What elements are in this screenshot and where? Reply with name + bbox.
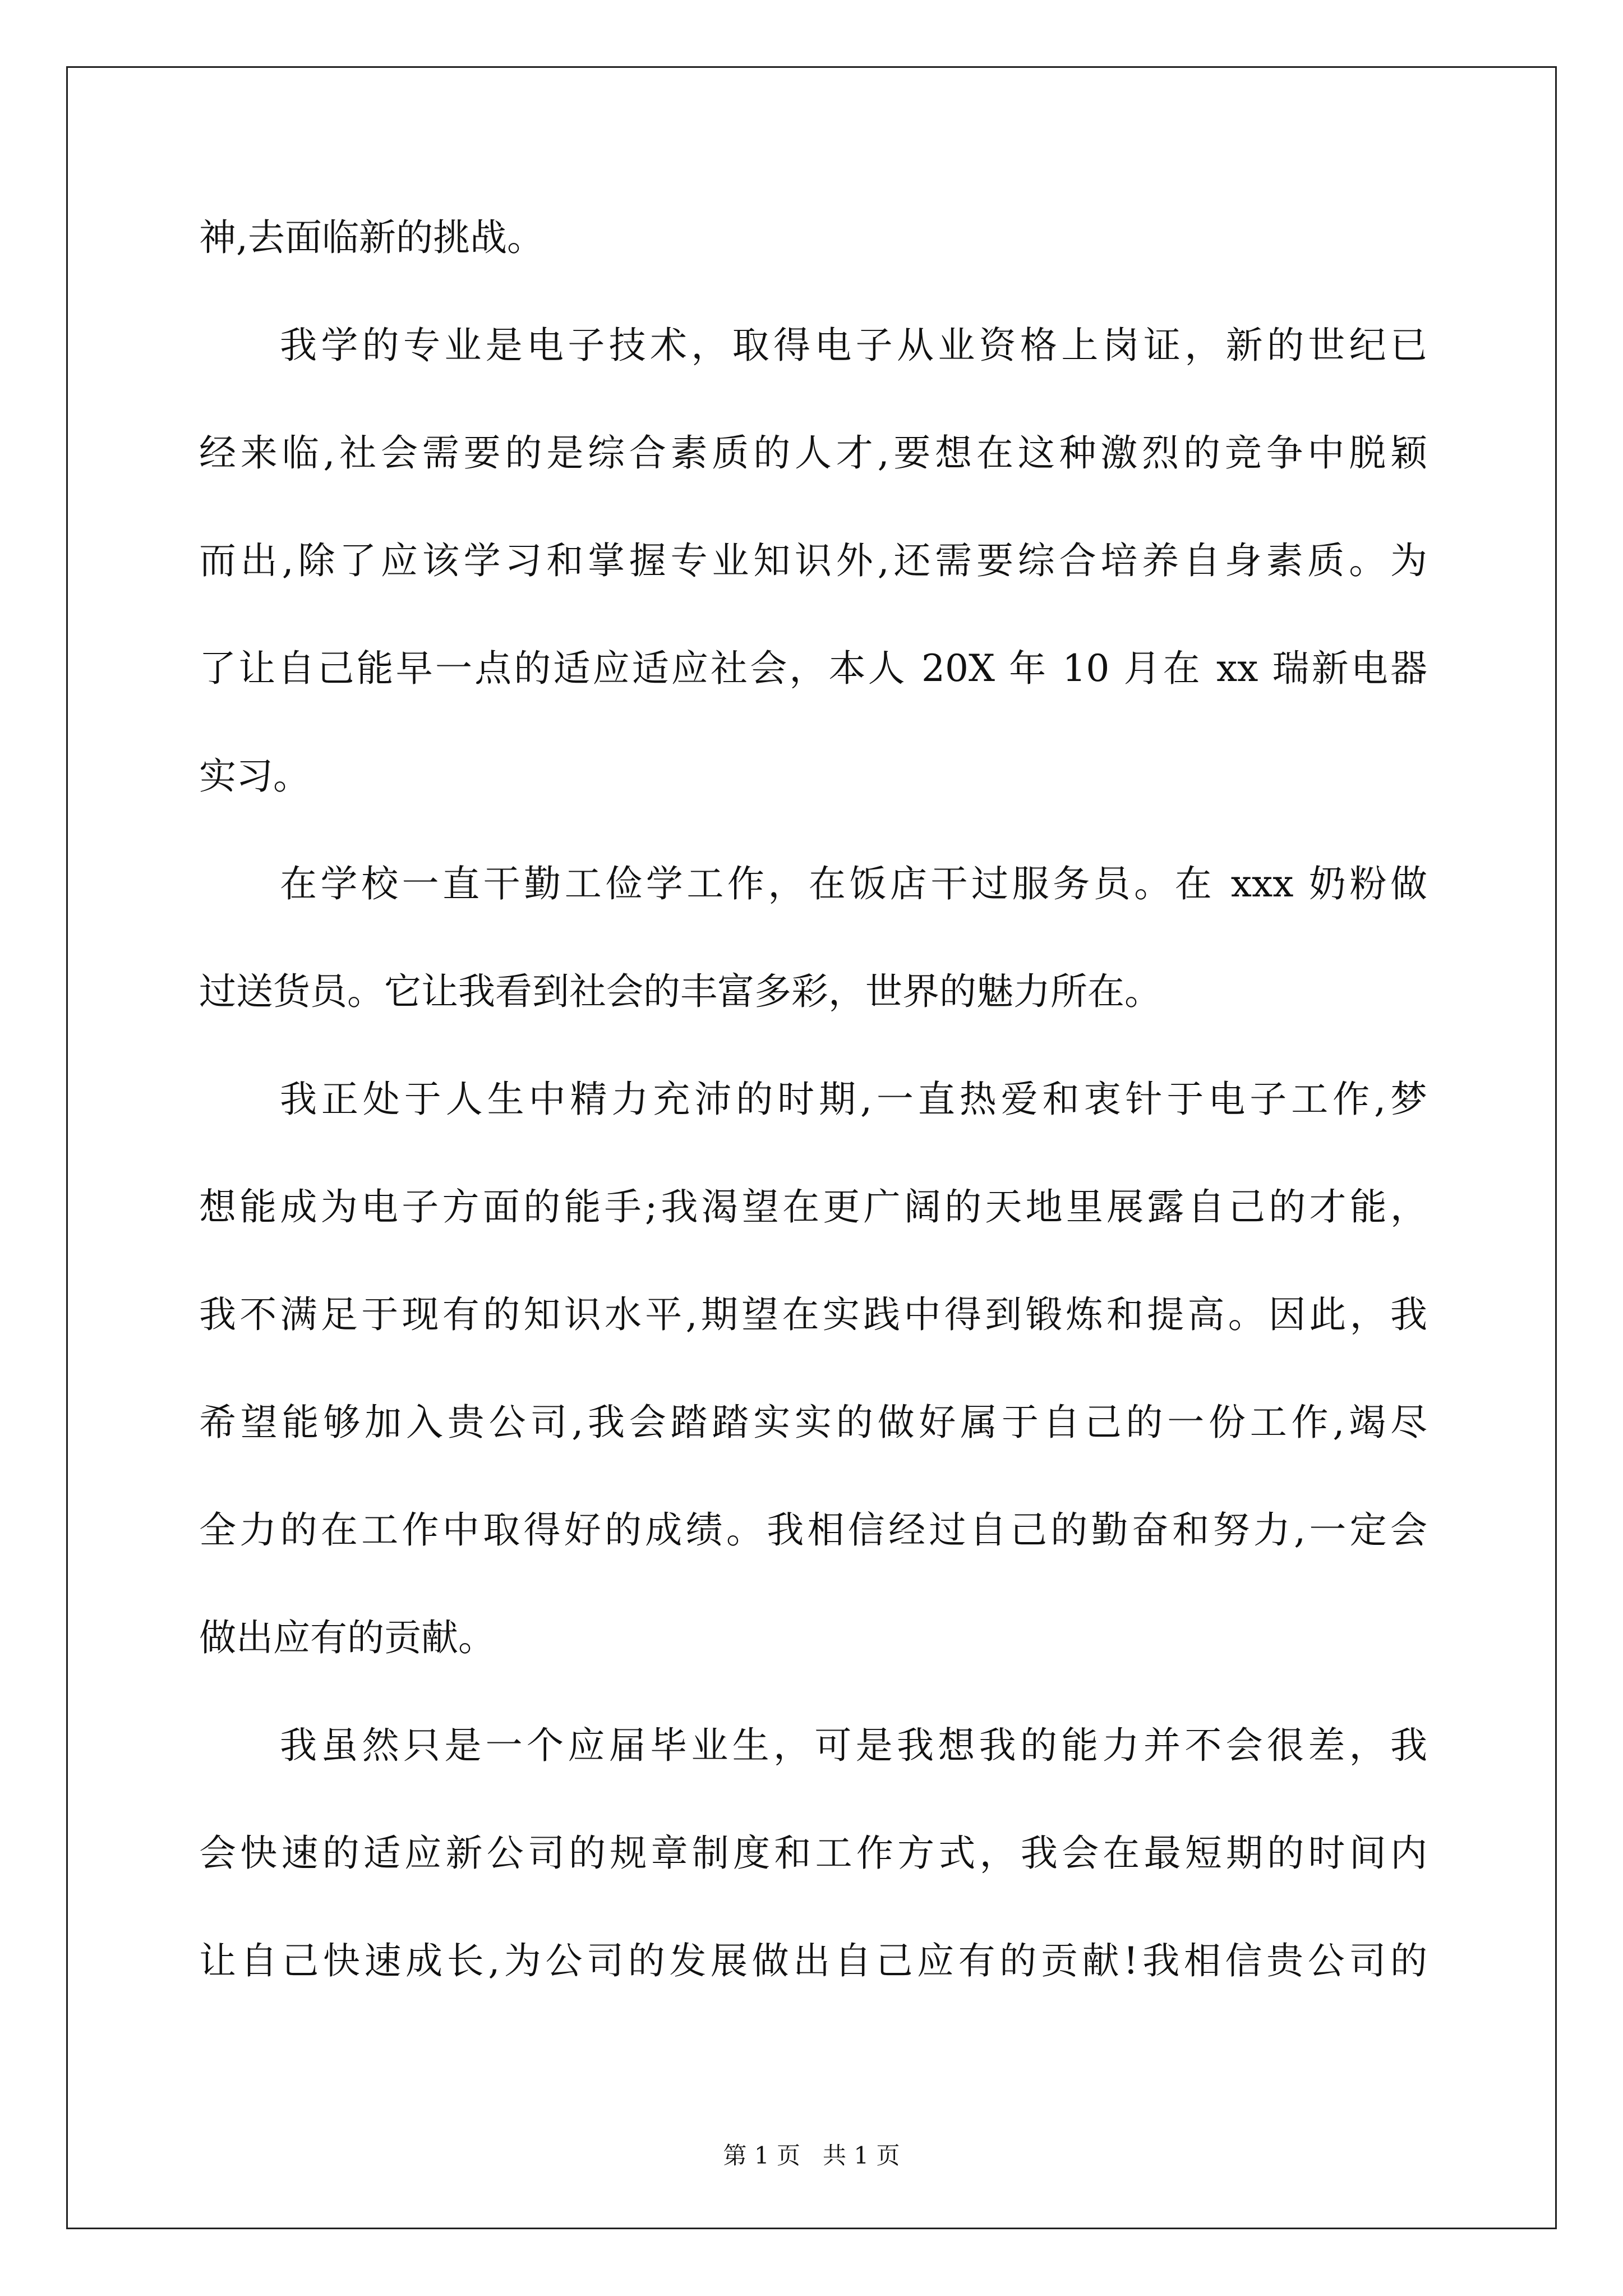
text-line-8: 过送货员。它让我看到社会的丰富多彩，世界的魅力所在。	[199, 970, 1161, 1013]
text-line-17: 让自己快速成长,为公司的发展做出自己应有的贡献!我相信贵公司的	[199, 1939, 1427, 1982]
text-line-1: 神,去面临新的挑战。	[199, 216, 544, 259]
text-line-12: 希望能够加入贵公司,我会踏踏实实的做好属于自己的一份工作,竭尽	[199, 1401, 1427, 1444]
text-line-7: 在学校一直干勤工俭学工作，在饭店干过服务员。在 xxx 奶粉做	[280, 862, 1427, 905]
text-line-4: 而出,除了应该学习和掌握专业知识外,还需要综合培养自身素质。为	[199, 539, 1427, 582]
text-line-14: 做出应有的贡献。	[199, 1616, 495, 1659]
text-line-15: 我虽然只是一个应届毕业生，可是我想我的能力并不会很差，我	[280, 1724, 1427, 1767]
text-line-10: 想能成为电子方面的能手;我渴望在更广阔的天地里展露自己的才能，	[199, 1185, 1427, 1228]
text-line-9: 我正处于人生中精力充沛的时期,一直热爱和衷针于电子工作,梦	[280, 1078, 1427, 1121]
text-line-5: 了让自己能早一点的适应适应社会，本人 20X 年 10 月在 xx 瑞新电器	[199, 647, 1427, 690]
page-footer: 第 1 页 共 1 页	[723, 2142, 900, 2169]
document-body	[199, 212, 1427, 2043]
text-line-16: 会快速的适应新公司的规章制度和工作方式，我会在最短期的时间内	[199, 1832, 1427, 1875]
text-line-11: 我不满足于现有的知识水平,期望在实践中得到锻炼和提高。因此，我	[199, 1293, 1427, 1336]
text-line-2: 我学的专业是电子技术，取得电子从业资格上岗证，新的世纪已	[280, 324, 1427, 367]
text-line-6: 实习。	[199, 754, 310, 798]
text-line-13: 全力的在工作中取得好的成绩。我相信经过自己的勤奋和努力,一定会	[199, 1508, 1427, 1552]
text-line-3: 经来临,社会需要的是综合素质的人才,要想在这种激烈的竞争中脱颖	[199, 431, 1427, 475]
